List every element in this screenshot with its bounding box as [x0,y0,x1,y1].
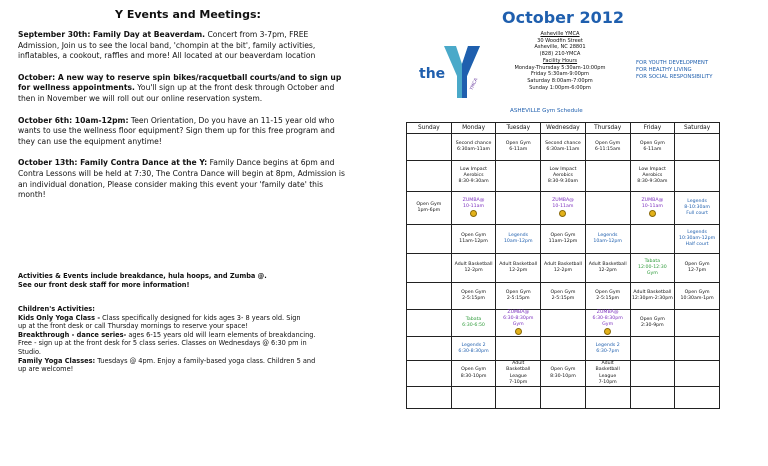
schedule-text: 7-10pm [509,379,528,385]
schedule-text: Basketball [506,367,531,373]
schedule-cell [630,337,675,361]
schedule-text: Tabata [644,258,661,264]
schedule-text: Tabata [465,317,482,323]
hours-line: Monday-Thursday 5:30am-10:00pm [514,64,606,71]
schedule-cell [675,361,720,386]
schedule-cell [496,310,541,337]
hours-line: Sunday 1:00pm-6:00pm [529,84,591,91]
event-heading: October: A new way to reserve spin bikes/racquetball courts/and to sign up for wellness appointments. [18,72,342,93]
schedule-row [407,337,720,361]
schedule-text: ZUMBA@ [641,197,664,203]
schedule-row [407,254,720,283]
logo-the: the [419,66,446,82]
schedule-text: Gym [602,322,614,328]
schedule-cell [585,361,630,386]
schedule-cell [541,134,586,161]
schedule-cell [585,161,630,192]
street: 30 Woodfin Street [537,37,583,44]
schedule-cell [675,254,720,283]
smiley-icon [649,210,656,217]
schedule-text: Adult Basketball [633,289,672,295]
schedule-cell [496,134,541,161]
schedule-text: Legends [597,232,618,238]
schedule-text: 6-11am [643,147,662,152]
schedule-text: 12-2pm [509,268,528,273]
childrens-activities-title: Children's Activities: [18,305,95,313]
kids-yoga-body: up at the front desk or call Thursday mornings to reserve your space! [18,322,248,331]
schedule-cell [675,283,720,310]
schedule-text: League [599,373,617,379]
schedule-cell [451,337,496,361]
schedule-text: 12-2pm [598,268,617,273]
schedule-text: Open Gym [461,367,487,373]
schedule-cell [675,337,720,361]
schedule-text: 12-7pm [688,268,707,273]
schedule-cell [496,386,541,408]
schedule-cell [630,254,675,283]
schedule-text: ZUMBA@ [552,197,574,203]
schedule-cell [407,310,452,337]
schedule-text: 12-2pm [464,268,483,273]
schedule-row [407,225,720,254]
schedule-text: 12:30pm-2:30pm [631,296,673,301]
hours-line: Saturday 8:00am-7:00pm [527,77,593,84]
smiley-icon [515,328,522,335]
schedule-cell [585,192,630,225]
schedule-text: Adult Basketball [499,261,538,267]
schedule-cell [585,225,630,254]
day-header: Thursday [585,123,630,134]
ymca-y-icon [442,44,482,100]
schedule-text: Low Impact [549,166,577,172]
schedule-cell [630,361,675,386]
schedule-text: 2-5:15pm [551,296,575,301]
schedule-text: 6:30am-11am [457,147,491,152]
schedule-cell [451,225,496,254]
tagline [636,60,712,81]
event-item [18,116,348,148]
schedule-text: League [509,373,527,379]
schedule-cell [496,337,541,361]
schedule-cell [630,310,675,337]
schedule-cell [451,310,496,337]
schedule-cell [407,161,452,192]
schedule-cell [496,283,541,310]
schedule-text: Legends [687,229,707,235]
smiley-icon [559,210,566,217]
schedule-cell [496,225,541,254]
schedule-cell [407,283,452,310]
schedule-cell [407,192,452,225]
schedule-text: Open Gym [595,289,621,295]
schedule-cell [630,283,675,310]
schedule-cell [407,386,452,408]
event-heading: October 6th: 10am-12pm: [18,115,129,125]
schedule-text: Adult [601,361,614,367]
schedule-text: Gym [512,322,524,328]
activities-note [18,272,308,289]
breakthrough-heading: Breakthrough - dance series- [18,330,127,339]
event-item [18,30,348,62]
event-body: Family Dance begins at 6pm and Contra Lessons will be held at 7:30, The Contra Dance will begin at 8pm, Admission is an individual donation, Please consider making this event your 'family date' this month! [18,158,345,200]
schedule-text: 7-10pm [598,379,617,385]
logo-ymca: YMCA [469,77,480,92]
schedule-cell [541,225,586,254]
schedule-text: 12:00-12:30 [638,264,667,270]
activities-line: See our front desk staff for more information! [18,280,190,289]
schedule-label: ASHEVILLE Gym Schedule [510,108,583,114]
schedule-cell [451,254,496,283]
schedule-cell [675,310,720,337]
family-yoga-body: Tuesdays @ 4pm. Enjoy a family-based yoga class. Children 5 and up are welcome! [18,356,316,374]
schedule-text: Aerobics [463,172,484,178]
schedule-text: 6-11:15am [594,147,621,152]
schedule-text: 10-11am [552,203,574,209]
schedule-row [407,161,720,192]
schedule-text: 6:30-7pm [596,348,620,354]
schedule-text: Adult Basketball [543,261,582,267]
schedule-cell [541,192,586,225]
branch-name: Asheville YMCA [540,31,580,37]
schedule-cell [407,361,452,386]
tagline-line: FOR HEALTHY LIVING [636,67,692,73]
schedule-cell [451,386,496,408]
schedule-text: Open Gym [639,317,665,323]
schedule-text: 12-2pm [553,268,573,273]
schedule-text: Open Gym [595,140,621,146]
schedule-text: 6:30am-11am [546,147,580,152]
schedule-text: Full court [686,211,708,217]
schedule-text: Open Gym [461,289,487,295]
schedule-text: Adult Basketball [454,261,493,267]
hours-title: Facility Hours [542,57,578,64]
schedule-cell [585,254,630,283]
schedule-text: Legends [687,198,707,204]
schedule-text: 1pm-6pm [417,208,441,213]
schedule-text: Legends 2 [595,342,620,348]
schedule-text: ZUMBA@ [462,197,485,203]
schedule-cell [585,337,630,361]
family-yoga-heading: Family Yoga Classes: [18,356,96,365]
schedule-text: Basketball [595,367,620,373]
schedule-text: 8:30-10pm [550,373,576,379]
schedule-cell [407,225,452,254]
schedule-text: 8:30-9:30am [458,179,489,185]
schedule-text: 10am-12pm [593,239,622,244]
schedule-text: 6:30-8:30pm [458,348,489,354]
schedule-row [407,361,720,386]
schedule-text: Open Gym [505,289,531,295]
schedule-text: Open Gym [639,140,665,146]
schedule-cell [541,283,586,310]
schedule-text: Adult [512,361,525,367]
hours-line: Friday 5:30am-9:00pm [530,71,590,78]
schedule-text: 2-5:15pm [506,296,530,301]
schedule-cell [541,337,586,361]
schedule-cell [675,225,720,254]
schedule-text: Open Gym [550,367,576,373]
schedule-cell [496,192,541,225]
schedule-text: Open Gym [550,232,576,238]
events-title: Y Events and Meetings: [115,8,261,21]
schedule-text: Gym [646,271,658,277]
schedule-cell [675,386,720,408]
schedule-cell [585,386,630,408]
schedule-cell [407,134,452,161]
schedule-text: 10-11am [463,203,485,209]
day-header: Sunday [407,123,452,134]
schedule-cell [541,254,586,283]
schedule-cell [407,254,452,283]
kids-yoga-body: Class specifically designed for kids ages 3- 8 years old. Sign [100,313,301,322]
schedule-cell [541,310,586,337]
tagline-line: FOR SOCIAL RESPONSIBILITY [636,74,713,80]
schedule-text: 11am-12pm [548,239,578,244]
schedule-text: Low Impact [460,166,488,172]
schedule-row [407,134,720,161]
schedule-cell [541,386,586,408]
schedule-cell [630,192,675,225]
schedule-cell [630,386,675,408]
day-header: Friday [630,123,675,134]
schedule-text: Aerobics [552,172,573,178]
event-body: You'll sign up at the front desk through October and then in November we will roll out our online reservation system. [18,83,335,103]
breakthrough-body: ages 6-15 years old will learn elements of breakdancing. Free - sign up at the front desk for 5 class series. Classes on Wednesdays @ 6:30 pm in Studio. [18,330,316,356]
schedule-cell [675,161,720,192]
event-heading: September 30th: Family Day at Beaverdam. [18,30,206,39]
schedule-cell [630,225,675,254]
day-header: Saturday [675,123,720,134]
schedule-text: Low Impact [638,166,666,172]
schedule-cell [451,134,496,161]
schedule-text: 10:30am-1pm [680,296,714,301]
schedule-cell [496,254,541,283]
schedule-cell [451,361,496,386]
schedule-cell [630,134,675,161]
schedule-text: Legends [508,232,529,238]
schedule-cell [675,134,720,161]
schedule-text: 8-10:30am [684,204,710,210]
schedule-text: 8:30-9:30am [547,179,579,185]
schedule-text: Open Gym [684,289,710,295]
schedule-text: Second chance [545,140,581,146]
ymca-address [486,31,634,91]
day-header: Wednesday [541,123,586,134]
schedule-cell [675,192,720,225]
events-column [18,8,348,212]
smiley-icon [604,328,611,335]
schedule-text: 8:30-9:30am [637,179,668,185]
schedule-row [407,283,720,310]
schedule-text: 2:30-9pm [640,323,664,329]
gym-schedule-table [406,122,720,409]
schedule-text: 10-11am [641,203,663,209]
event-body: Teen Orientation, Do you have an 11-15 year old who wants to use the wellness floor equipment? Sign them up for this free program and they can use the equipment anytime! [18,115,335,146]
schedule-cell [630,161,675,192]
schedule-text: ZUMBA@ [596,310,619,315]
month-title: October 2012 [502,8,625,27]
schedule-text: 6-11am [509,147,528,152]
schedule-text: Open Gym [505,140,531,146]
schedule-text: Legends 2 [461,342,486,348]
schedule-cell [496,161,541,192]
tagline-line: FOR YOUTH DEVELOPMENT [636,60,709,66]
schedule-cell [451,161,496,192]
schedule-text: Open Gym [684,261,710,267]
day-header: Tuesday [496,123,541,134]
schedule-cell [407,337,452,361]
schedule-cell [585,283,630,310]
schedule-text: ZUMBA@ [507,310,530,315]
schedule-cell [496,361,541,386]
schedule-text: 8:30-10pm [460,373,487,379]
schedule-row [407,386,720,408]
activities-line: Activities & Events include breakdance, hula hoops, and Zumba @. [18,272,267,280]
schedule-text: 11am-12pm [459,239,488,244]
schedule-text: Half court [685,242,709,248]
event-item [18,158,348,200]
schedule-cell [541,361,586,386]
schedule-text: 2-5:15pm [462,296,485,301]
schedule-text: Open Gym [550,289,576,295]
schedule-text: 10am-12pm [503,239,533,244]
schedule-cell [585,134,630,161]
schedule-cell [541,161,586,192]
childrens-activities [18,305,318,374]
phone: (828) 210-YMCA [539,51,581,58]
schedule-cell [451,192,496,225]
event-heading: October 13th: Family Contra Dance at the Y: [18,158,208,168]
schedule-text: 6:30-8:30pm [503,316,534,322]
city: Asheville, NC 28801 [534,44,586,51]
schedule-cell [585,310,630,337]
schedule-text: 10:30am-12pm [679,235,716,241]
schedule-row [407,310,720,337]
schedule-cell [451,283,496,310]
event-body: Concert from 3-7pm, FREE Admission, Join us to see the local band, 'chompin at the bit', family activities, inflatables, a cookout, raffles and more! All located at our beaverdam location [18,30,316,61]
day-header-row [407,123,720,134]
schedule-text: Aerobics [642,172,663,178]
schedule-text: 2-5:15pm [596,296,620,301]
kids-yoga-heading: Kids Only Yoga Class - [18,313,101,322]
schedule-text: Adult Basketball [588,261,627,267]
smiley-icon [470,210,477,217]
schedule-text: Second chance [455,140,492,146]
schedule-text: 6:30-6:50 [462,323,485,329]
event-item [18,73,348,105]
schedule-text: 6:30-8:30pm [592,316,623,322]
day-header: Monday [451,123,496,134]
schedule-row [407,192,720,225]
schedule-text: Open Gym [416,201,442,207]
ymca-logo [416,44,488,102]
schedule-text: Open Gym [461,232,487,238]
